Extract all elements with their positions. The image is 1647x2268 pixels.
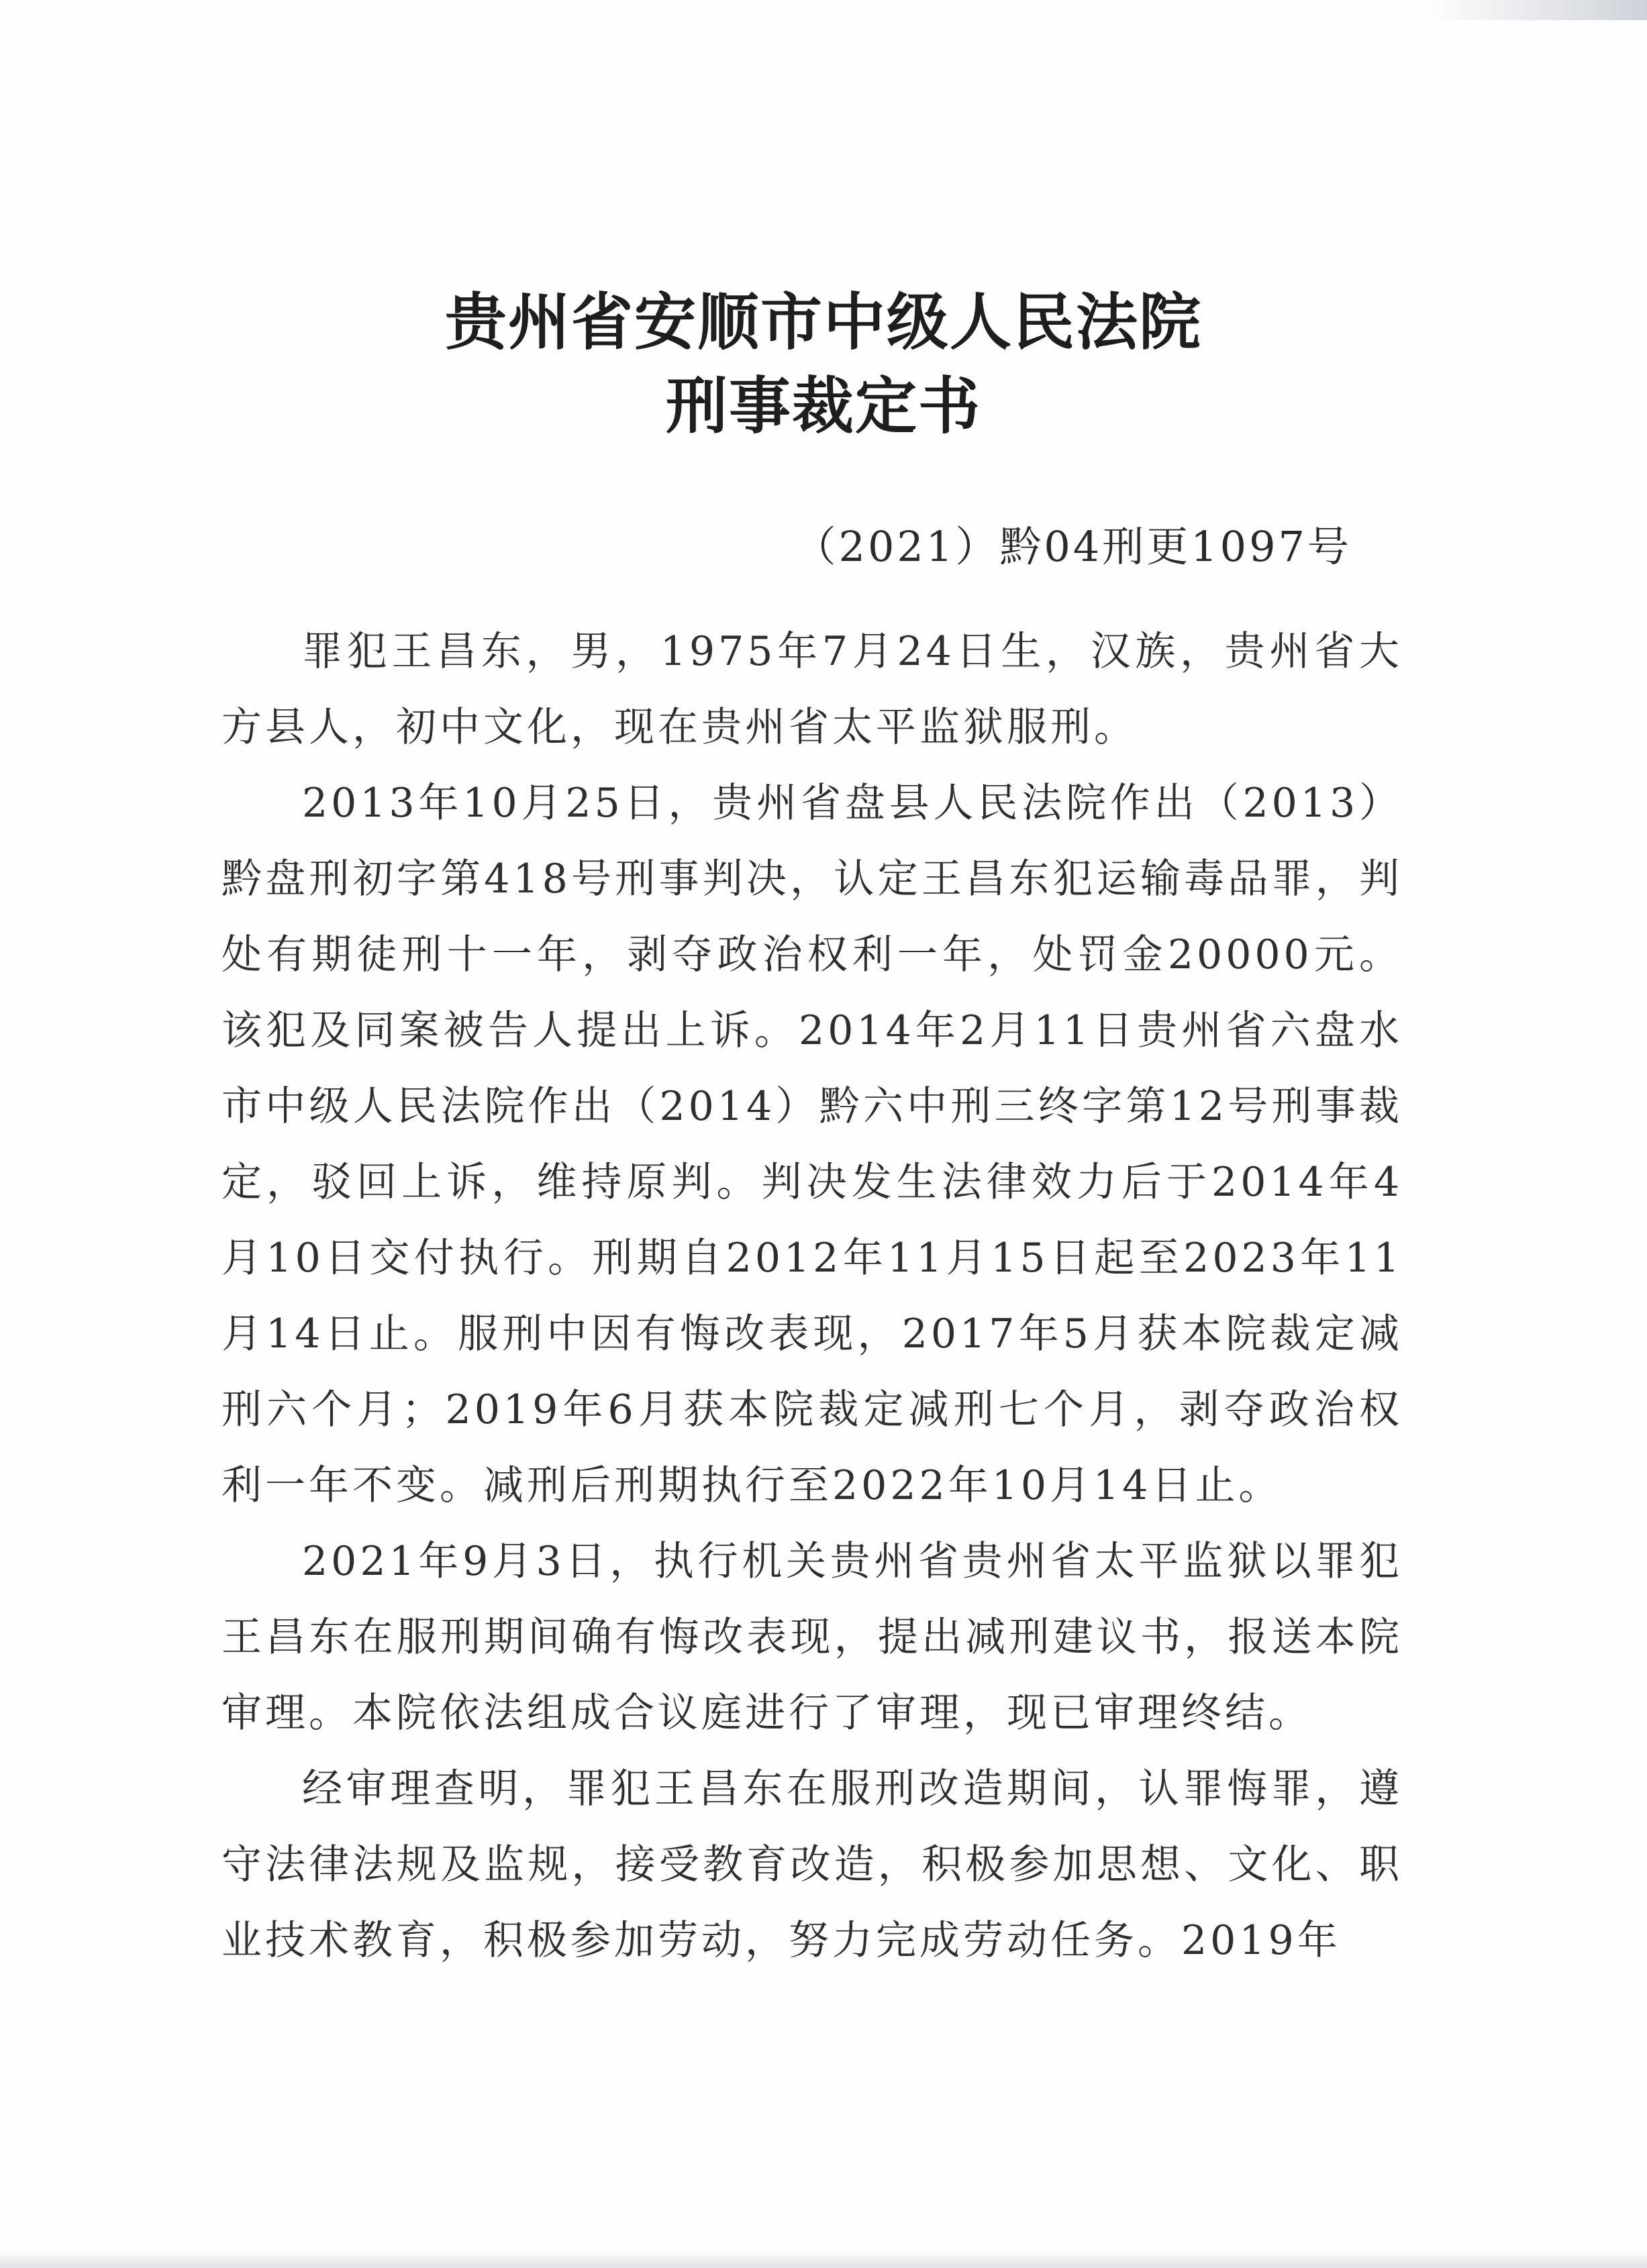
document-type-title: 刑事裁定书: [665, 370, 981, 442]
paragraph-findings: 经审理查明，罪犯王昌东在服刑改造期间，认罪悔罪，遵守法律法规及监规，接受教育改造，积极参加思想、文化、职业技术教育，积极参加劳动，努力完成劳动任务。2019年: [221, 1765, 1403, 1964]
case-number: （2021）黔04刑更1097号: [794, 522, 1352, 571]
scan-edge-shadow: [1432, 0, 1647, 20]
paragraph-commutation-proposal: 2021年9月3日，执行机关贵州省贵州省太平监狱以罪犯王昌东在服刑期间确有悔改表现，提出减刑建议书，报送本院审理。本院依法组成合议庭进行了审理，现已审理终结。: [221, 1538, 1403, 1737]
court-name-title: 贵州省安顺市中级人民法院: [444, 286, 1202, 358]
scan-edge-shadow-bottom: [0, 2252, 1647, 2268]
document-body: [221, 614, 1403, 1979]
paragraph-sentence-history: 2013年10月25日，贵州省盘县人民法院作出（2013）黔盘刑初字第418号刑事判决，认定王昌东犯运输毒品罪，判处有期徒刑十一年，剥夺政治权利一年，处罚金20000元。该犯及同案被告人提出上诉。2014年2月11日贵州省六盘水市中级人民法院作出（2014）黔六中刑三终字第12号刑事裁定，驳回上诉，维持原判。判决发生法律效力后于2014年4月10日交付执行。刑期自2012年11月15日起至2023年11月14日止。服刑中因有悔改表现，2017年5月获本院裁定减刑六个月；2019年6月获本院裁定减刑七个月，剥夺政治权利一年不变。减刑后刑期执行至2022年10月14日止。: [221, 780, 1403, 1509]
paragraph-defendant-info: 罪犯王昌东，男，1975年7月24日生，汉族，贵州省大方县人，初中文化，现在贵州省太平监狱服刑。: [221, 628, 1403, 751]
